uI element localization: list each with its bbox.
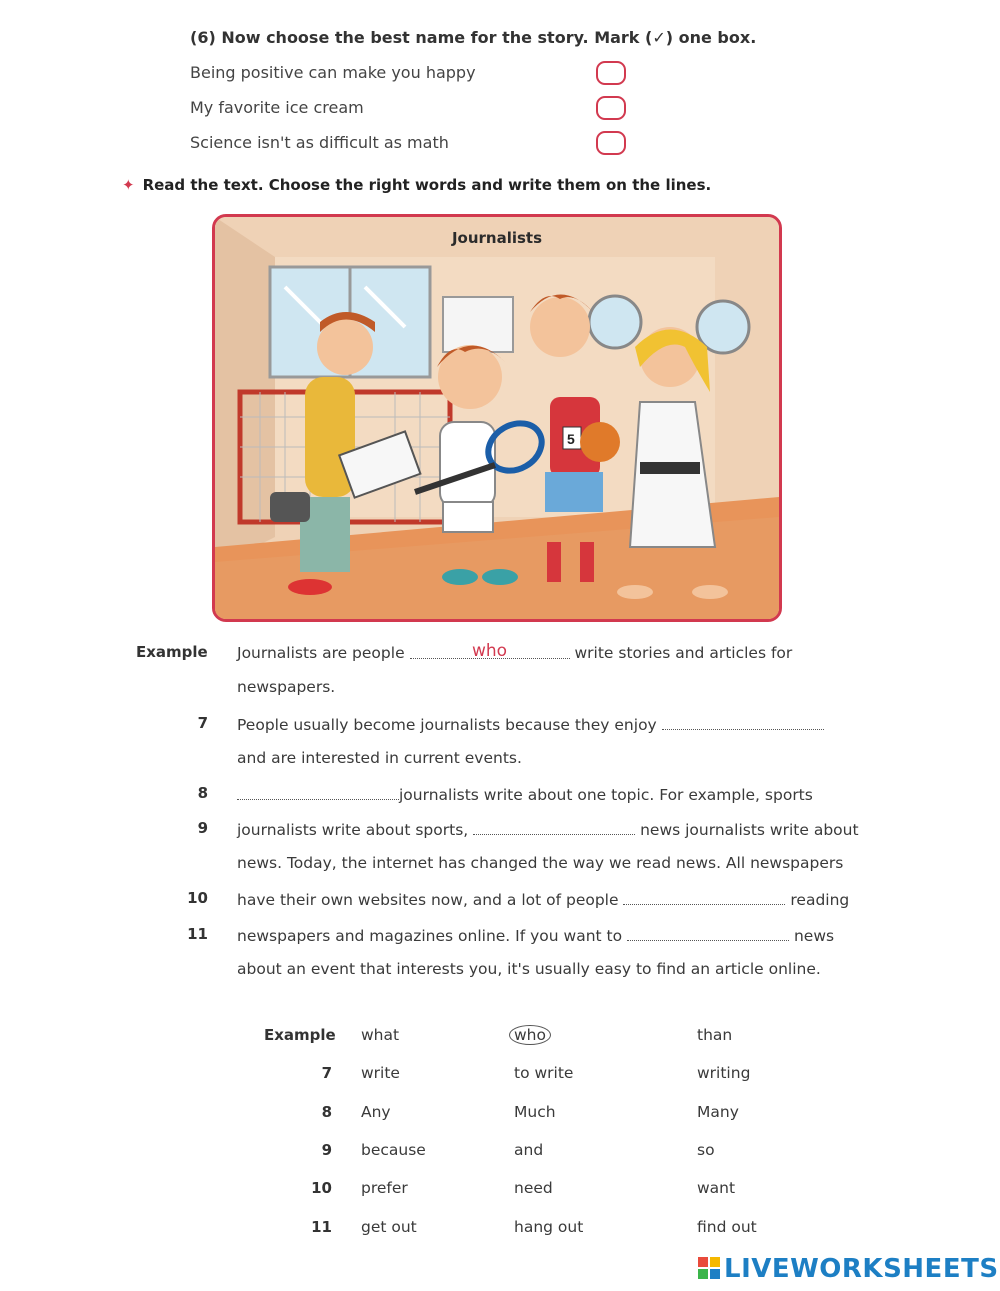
text-line-4: and are interested in current events. xyxy=(237,749,522,767)
text-line-1 xyxy=(237,643,792,662)
star-icon: ✦ xyxy=(122,176,135,194)
word-option: writing xyxy=(697,1064,751,1082)
answer-blank-9[interactable] xyxy=(473,819,635,835)
answer-blank-10[interactable] xyxy=(623,889,785,905)
answer-blank-11[interactable] xyxy=(627,925,789,941)
illustration-title: Journalists xyxy=(451,229,543,247)
gym-scene-illustration xyxy=(215,217,779,619)
jersey-number: 5 xyxy=(567,431,575,447)
word-option: find out xyxy=(697,1218,757,1236)
text-segment: write stories and articles for xyxy=(574,644,793,662)
text-line-2: newspapers. xyxy=(237,678,336,696)
liveworksheets-logo xyxy=(698,1254,999,1284)
table-row-number: 7 xyxy=(321,1064,332,1082)
question-number-9: 9 xyxy=(197,819,208,837)
instruction-text: Read the text. Choose the right words and write them on the lines. xyxy=(142,176,712,194)
text-segment: journalists write about sports, xyxy=(237,821,469,839)
text-segment: reading xyxy=(790,891,850,909)
word-option-circled xyxy=(514,1026,551,1044)
text-line-3 xyxy=(237,714,824,734)
instruction xyxy=(122,176,711,194)
option-2-label: My favorite ice cream xyxy=(190,98,364,117)
question-number-7: 7 xyxy=(197,714,208,732)
text-segment: People usually become journalists because they enjoy xyxy=(237,716,657,734)
option-1-label: Being positive can make you happy xyxy=(190,63,476,82)
word-option: prefer xyxy=(361,1179,408,1197)
word-option: than xyxy=(697,1026,733,1044)
question-number-10: 10 xyxy=(187,889,208,907)
answer-blank-8[interactable] xyxy=(237,784,399,800)
option-2-checkbox[interactable] xyxy=(596,96,626,120)
example-blank xyxy=(410,643,570,659)
table-row-number: 9 xyxy=(321,1141,332,1159)
table-row-number: 8 xyxy=(321,1103,332,1121)
question-number-11: 11 xyxy=(187,925,208,943)
brand-text: LIVEWORKSHEETS xyxy=(724,1254,999,1284)
text-segment: have their own websites now, and a lot of people xyxy=(237,891,619,909)
word-option: Much xyxy=(514,1103,556,1121)
circled-answer: who xyxy=(509,1025,551,1045)
word-option: get out xyxy=(361,1218,417,1236)
word-option: want xyxy=(697,1179,736,1197)
text-line-8 xyxy=(237,889,849,909)
word-option: hang out xyxy=(514,1218,584,1236)
text-segment: news journalists write about xyxy=(640,821,859,839)
word-option: to write xyxy=(514,1064,574,1082)
text-segment: journalists write about one topic. For example, sports xyxy=(399,786,813,804)
word-option: and xyxy=(514,1141,544,1159)
question-6-title: (6) Now choose the best name for the story. Mark (✓) one box. xyxy=(190,28,757,47)
text-segment: news xyxy=(793,927,835,945)
answer-blank-7[interactable] xyxy=(662,714,824,730)
journalists-illustration xyxy=(212,214,782,622)
word-option: because xyxy=(361,1141,426,1159)
word-option: so xyxy=(697,1141,715,1159)
text-line-9 xyxy=(237,925,834,945)
option-1-checkbox[interactable] xyxy=(596,61,626,85)
table-row-label: Example xyxy=(264,1026,336,1044)
word-option: what xyxy=(361,1026,400,1044)
option-3-label: Science isn't as difficult as math xyxy=(190,133,449,152)
word-option: write xyxy=(361,1064,400,1082)
liveworksheets-icon xyxy=(698,1257,720,1279)
option-3-checkbox[interactable] xyxy=(596,131,626,155)
text-line-7: news. Today, the internet has changed the way we read news. All newspapers xyxy=(237,854,844,872)
text-line-6 xyxy=(237,819,859,839)
text-segment: newspapers and magazines online. If you want to xyxy=(237,927,623,945)
text-segment: Journalists are people xyxy=(237,644,405,662)
text-line-5 xyxy=(237,784,813,804)
example-label: Example xyxy=(136,643,208,661)
word-option: Any xyxy=(361,1103,391,1121)
word-option: need xyxy=(514,1179,553,1197)
text-line-10: about an event that interests you, it's usually easy to find an article online. xyxy=(237,960,821,978)
table-row-number: 10 xyxy=(311,1179,332,1197)
word-option: Many xyxy=(697,1103,739,1121)
question-number-8: 8 xyxy=(197,784,208,802)
example-answer: who xyxy=(472,641,508,661)
table-row-number: 11 xyxy=(311,1218,332,1236)
